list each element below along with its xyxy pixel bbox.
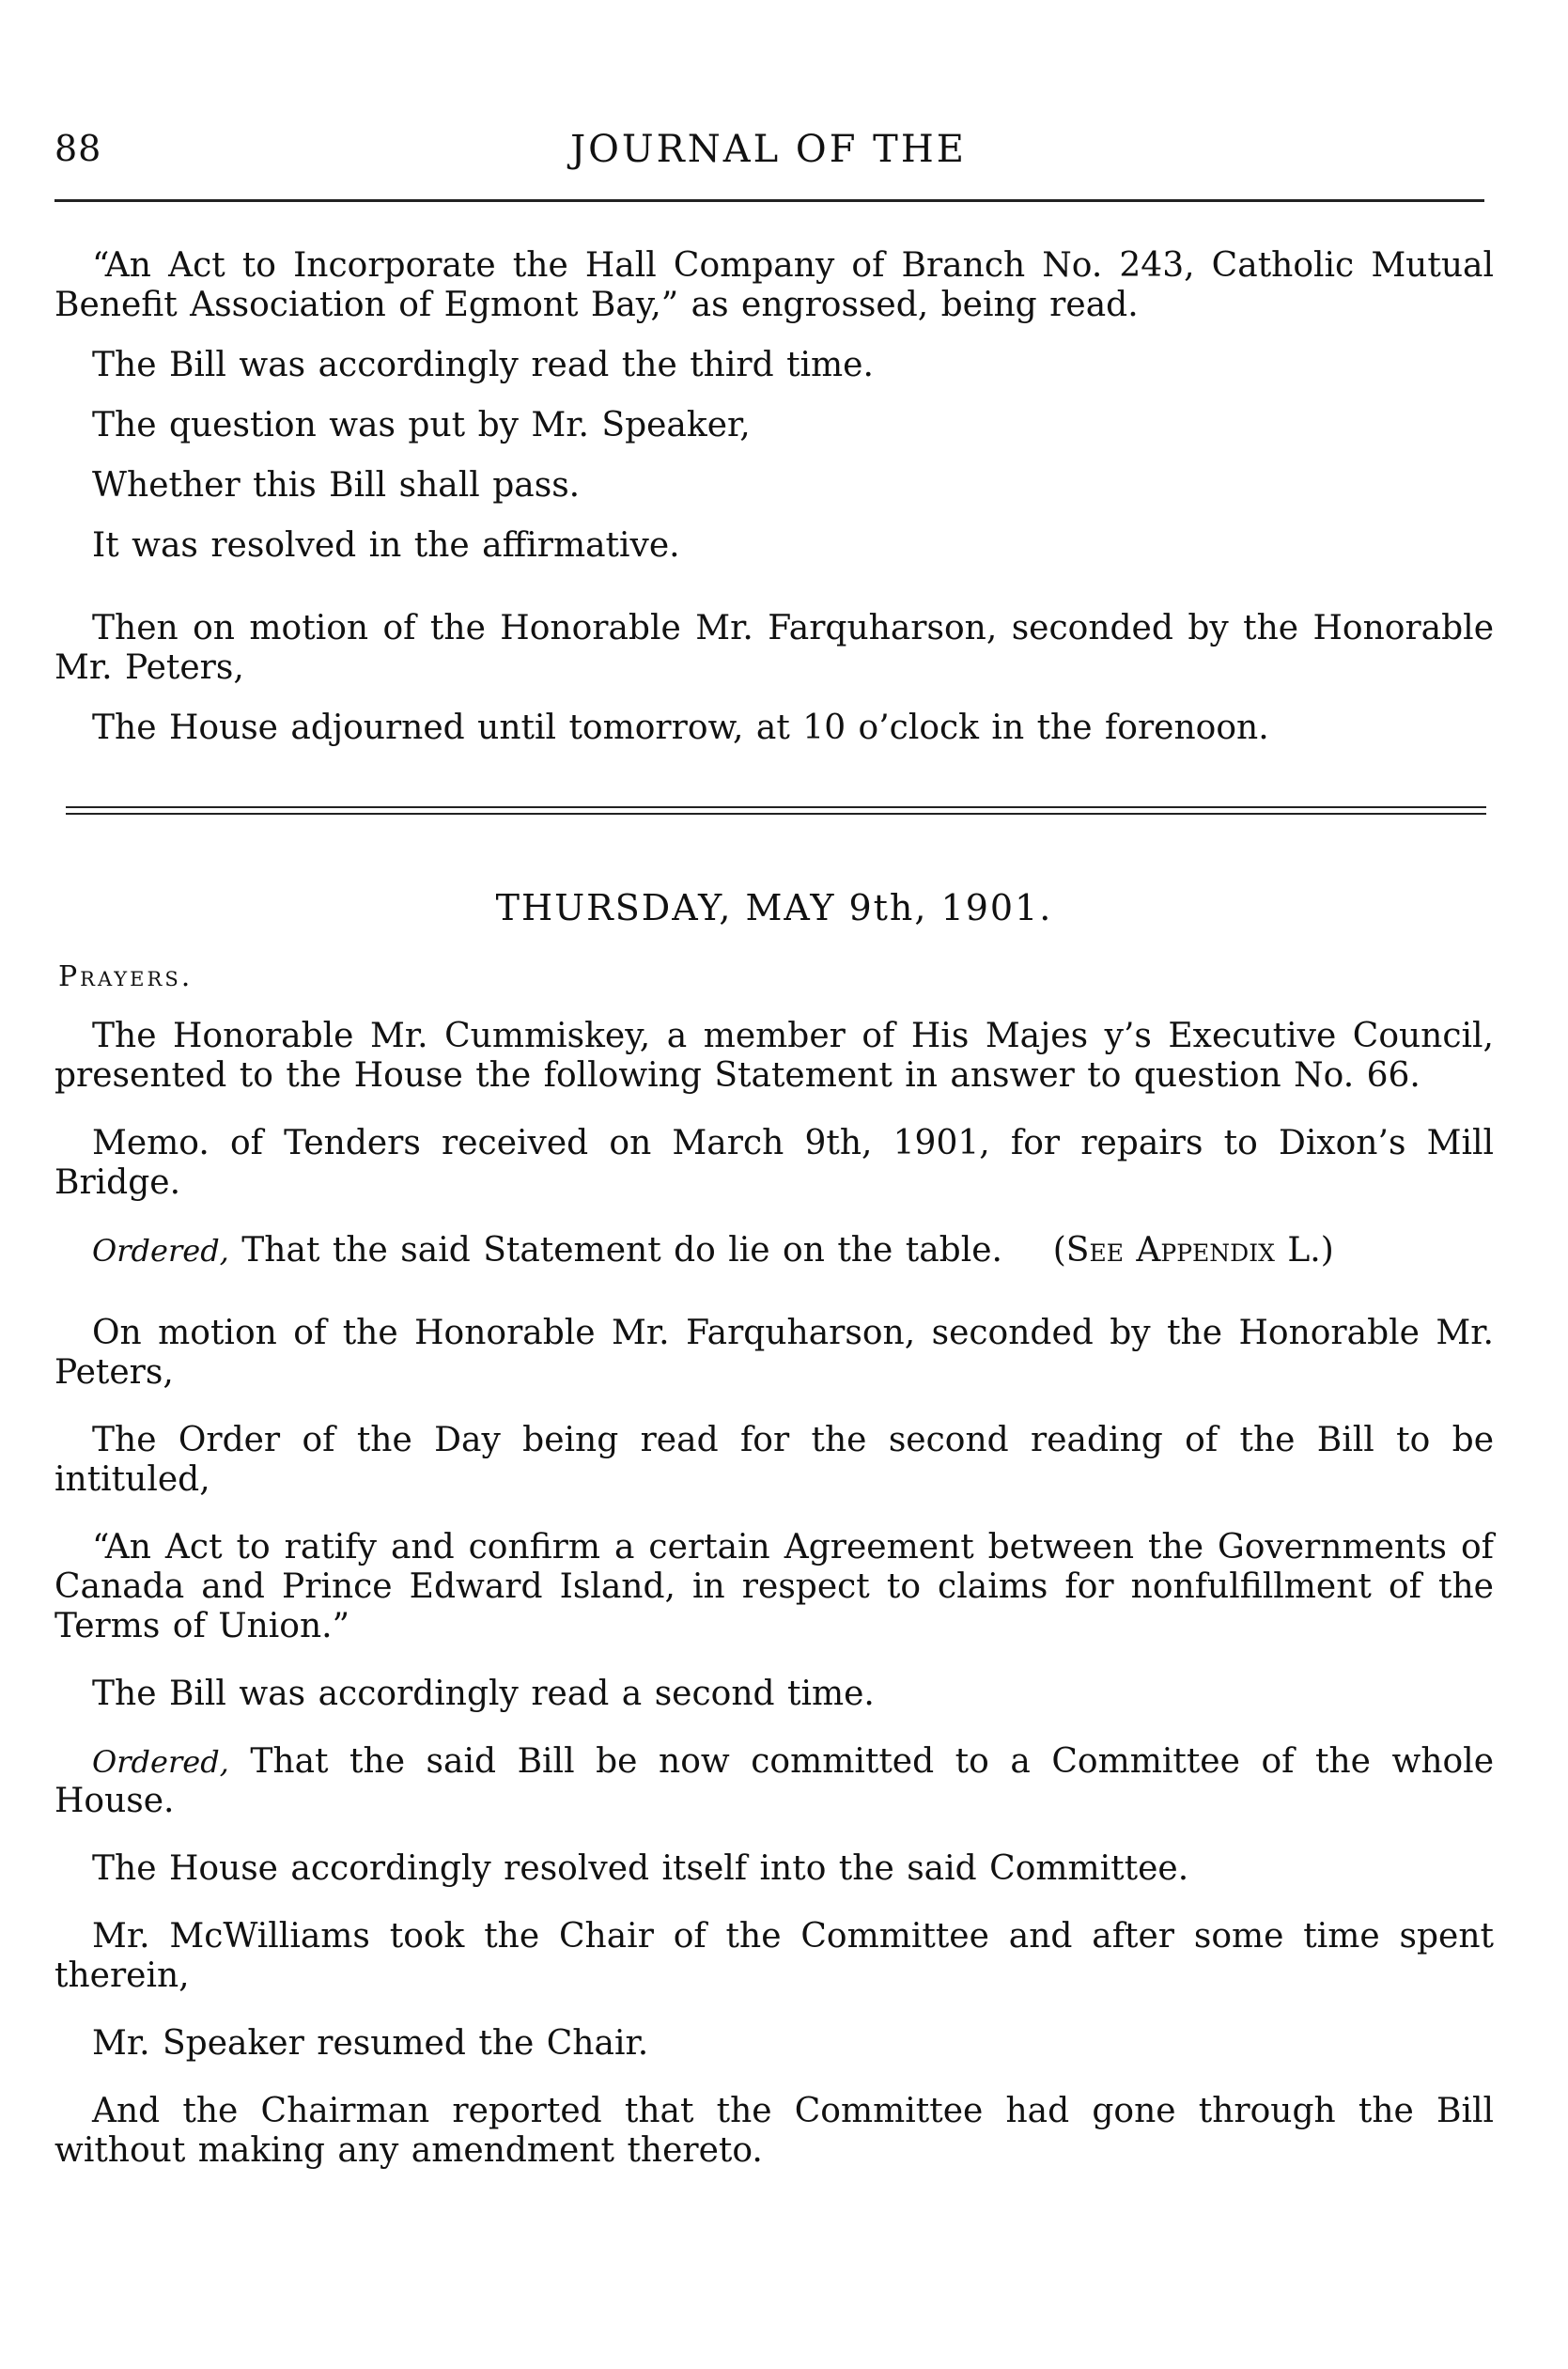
second-motion-paragraph: On motion of the Honorable Mr. Farquharson, seconded by the Honorable Mr. Peters, bbox=[54, 1314, 1494, 1392]
appendix-reference: (See Appendix L.) bbox=[1052, 1231, 1334, 1270]
third-reading-paragraph: The Bill was accordingly read the third time. bbox=[92, 346, 874, 384]
divider-line-lower bbox=[66, 813, 1486, 815]
section-divider bbox=[66, 806, 1486, 816]
prayers-heading: Prayers. bbox=[58, 960, 194, 993]
statement-paragraph: The Honorable Mr. Cummiskey, a member of His Majes y’s Executive Council, presented to the House the following Statement in answer to question No. 66. bbox=[54, 1017, 1494, 1095]
page-number: 88 bbox=[54, 128, 102, 169]
memo-paragraph: Memo. of Tenders received on March 9th, 1901, for repairs to Dixon’s Mill Bridge. bbox=[54, 1124, 1494, 1202]
speaker-resumed-paragraph: Mr. Speaker resumed the Chair. bbox=[92, 2024, 649, 2063]
order-of-day-paragraph: The Order of the Day being read for the second reading of the Bill to be intituled, bbox=[54, 1421, 1494, 1499]
ordered-statement-paragraph bbox=[54, 1231, 1494, 1270]
divider-line-upper bbox=[66, 806, 1486, 808]
previous-day-section bbox=[54, 246, 1494, 748]
whether-pass-paragraph: Whether this Bill shall pass. bbox=[92, 466, 581, 505]
question-paragraph: The question was put by Mr. Speaker, bbox=[92, 406, 751, 444]
date-heading: THURSDAY, MAY 9th, 1901. bbox=[495, 887, 1053, 928]
chairman-report-paragraph: And the Chairman reported that the Committee had gone through the Bill without making any amendment thereto. bbox=[54, 2092, 1494, 2170]
ordered-committee-text: That the said Bill be now committed to a Committee of the whole House. bbox=[54, 1742, 1494, 1820]
thursday-section bbox=[54, 1017, 1494, 2171]
ordered-label: Ordered, bbox=[92, 1744, 229, 1780]
bill-title-paragraph: “An Act to Incorporate the Hall Company of Branch No. 243, Catholic Mutual Benefit Association of Egmont Bay,” as engrossed, being read. bbox=[54, 246, 1494, 324]
page-header bbox=[54, 122, 1483, 179]
adjourned-paragraph: The House adjourned until tomorrow, at 10 o’clock in the forenoon. bbox=[92, 709, 1269, 747]
adjourn-motion-paragraph: Then on motion of the Honorable Mr. Farquharson, seconded by the Honorable Mr. Peters, bbox=[54, 609, 1494, 687]
running-head: JOURNAL OF THE bbox=[570, 128, 967, 171]
chair-taken-paragraph: Mr. McWilliams took the Chair of the Committee and after some time spent therein, bbox=[54, 1917, 1494, 1995]
resolved-paragraph: It was resolved in the affirmative. bbox=[92, 526, 680, 565]
ordered-committee-paragraph bbox=[54, 1742, 1494, 1821]
header-rule bbox=[54, 199, 1484, 202]
second-reading-paragraph: The Bill was accordingly read a second time. bbox=[92, 1675, 875, 1713]
agreement-bill-title: “An Act to ratify and confirm a certain Agreement between the Governments of Canada and Prince Edward Island, in respect to claims for nonfulfillment of the Terms of Union.” bbox=[54, 1528, 1494, 1645]
ordered-label: Ordered, bbox=[92, 1233, 229, 1269]
ordered-statement-text: That the said Statement do lie on the table. bbox=[228, 1231, 1002, 1270]
resolved-committee-paragraph: The House accordingly resolved itself into the said Committee. bbox=[92, 1849, 1189, 1888]
